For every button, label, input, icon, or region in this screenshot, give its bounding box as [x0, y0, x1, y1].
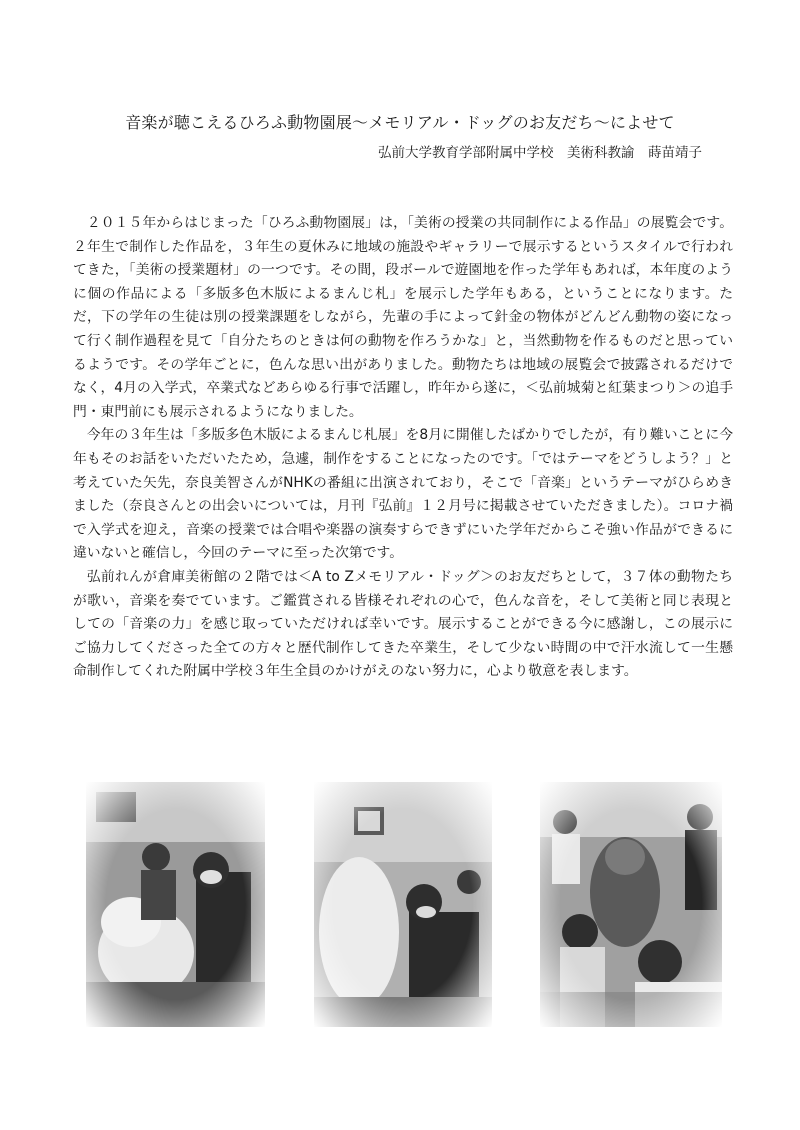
paragraph-3: 弘前れんが倉庫美術館の２階では＜A to Zメモリアル・ドッグ＞のお友だちとして，３７体の動物たちが歌い，音楽を奏でています。ご鑑賞される皆様それぞれの心で，色んな音を，そして美術と同じ表現としての「音楽の力」を感じ取っていただければ幸いです。展示することができる今に感謝し，この展示にご協力してくださった全ての方々と歴代制作してきた卒業生，そして少ない時間の中で汗水流して一生懸命制作してくれた附属中学校３年生全員のかけがえのない努力に，心より敬意を表します。	[73, 568, 733, 680]
body-text	[73, 212, 733, 684]
photo-students-sculpting-image	[86, 782, 265, 1027]
photo-students-sculpting	[86, 782, 265, 1027]
page-title: 音楽が聴こえるひろふ動物園展〜メモリアル・ドッグのお友だち〜によせて	[125, 113, 675, 132]
paragraph-2: 今年の３年生は「多版多色木版によるまんじ札展」を8月に開催したばかりでしたが，有り難いことに今年もそのお話をいただいたため，急遽，制作をすることになったのです。「ではテーマをどうしよう？」と考えていた矢先，奈良美智さんがNHKの番組に出演されており，そこで「音楽」というテーマがひらめきました（奈良さんとの出会いについては，月刊『弘前』１２月号に掲載させていただきました）。コロナ禍で入学式を迎え，音楽の授業では合唱や楽器の演奏すらできずにいた学年だからこそ強い作品ができるに違いないと確信し，今回のテーマに至った次第です。	[73, 427, 733, 562]
paragraph-1: ２０１５年からはじまった「ひろふ動物園展」は，「美術の授業の共同制作による作品」の展覧会です。２年生で制作した作品を，３年生の夏休みに地域の施設やギャラリーで展示するというスタイルで行われてきた，「美術の授業題材」の一つです。その間，段ボールで遊園地を作った学年もあれば，本年度のように個の作品による「多版多色木版によるまんじ札」を展示した学年もある，ということになります。ただ，下の学年の生徒は別の授業課題をしながら，先輩の手によって針金の物体がどんどん動物の姿になって行く制作過程を見て「自分たちのときは何の動物を作ろうかな」と，当然動物を作るものだと思っているようです。その学年ごとに，色んな思い出がありました。動物たちは地域の展覧会で披露されるだけでなく，4月の入学式，卒業式などあらゆる行事で活躍し，昨年から遂に，＜弘前城菊と紅葉まつり＞の追手門・東門前にも展示されるようになりました。	[73, 215, 733, 420]
author-line: 弘前大学教育学部附属中学校 美術科教諭 蒔苗靖子	[378, 145, 702, 161]
photo-student-working-image	[314, 782, 492, 1027]
photo-students-crafting-image	[540, 782, 722, 1027]
photo-student-working	[314, 782, 492, 1027]
photo-students-crafting	[540, 782, 722, 1027]
